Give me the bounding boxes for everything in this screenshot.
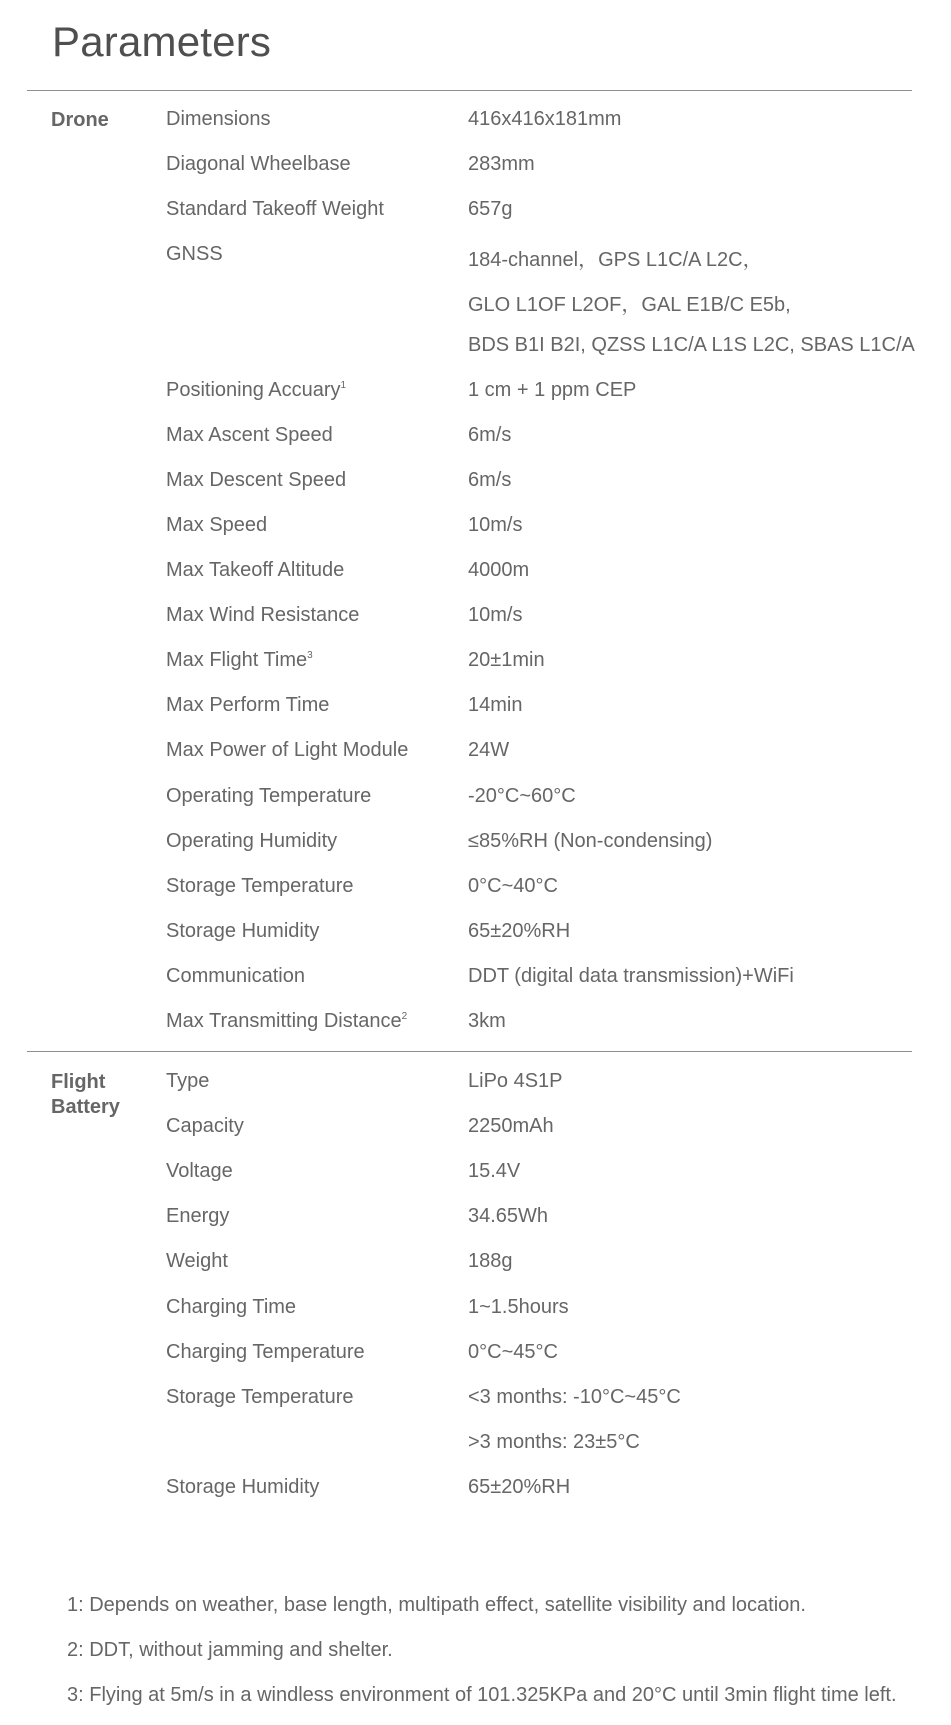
section-label-flight-battery: Flight Battery <box>51 1071 120 1118</box>
section-divider <box>27 1051 912 1052</box>
param-name-text: Charging Temperature <box>166 1340 365 1363</box>
spec-row <box>0 243 951 288</box>
spec-row <box>0 1115 951 1160</box>
param-value: LiPo 4S1P <box>468 1070 563 1092</box>
param-name-text: GNSS <box>166 243 223 266</box>
spec-row <box>0 1160 951 1205</box>
spec-row <box>0 469 951 514</box>
spec-row <box>0 379 951 424</box>
param-value: 20±1min <box>468 649 545 672</box>
spec-row <box>0 514 951 559</box>
param-value: 6m/s <box>468 468 512 491</box>
param-value: 184-channel，GPS L1C/A L2C， <box>468 249 763 272</box>
param-name <box>166 1115 244 1138</box>
param-value: 4000m <box>468 559 530 581</box>
param-value: 10m/s <box>468 604 523 627</box>
spec-row <box>0 1431 951 1476</box>
param-name-text: Storage Temperature <box>166 874 354 897</box>
param-name-text: Dimensions <box>166 108 271 130</box>
param-name-text: Capacity <box>166 1115 244 1138</box>
param-value: 15.4V <box>468 1160 521 1183</box>
param-name <box>166 875 354 898</box>
param-name <box>166 1205 229 1228</box>
spec-row <box>0 424 951 469</box>
param-name-text: Max Flight Time <box>166 649 308 672</box>
spec-row <box>0 334 951 379</box>
param-value: -20°C~60°C <box>468 784 576 807</box>
spec-row <box>0 198 951 243</box>
spec-row <box>0 1341 951 1386</box>
param-value: 14min <box>468 694 523 717</box>
spec-row <box>0 920 951 965</box>
param-name <box>166 604 359 627</box>
param-name <box>166 424 333 447</box>
spec-row <box>0 288 951 333</box>
spec-row <box>0 1205 951 1250</box>
param-name <box>166 379 346 402</box>
param-name <box>166 108 270 131</box>
param-value: ≤85%RH (Non-condensing) <box>468 829 713 852</box>
param-name-text: Storage Temperature <box>166 1385 354 1408</box>
param-name <box>166 1341 365 1364</box>
spec-row <box>0 108 951 153</box>
param-value: 0°C~45°C <box>468 1340 558 1363</box>
param-name <box>166 1160 233 1183</box>
param-name-text: Voltage <box>166 1160 233 1183</box>
param-value: DDT (digital data transmission)+WiFi <box>468 964 794 987</box>
param-name-text: Storage Humidity <box>166 1475 320 1498</box>
param-value: 416x416x181mm <box>468 108 622 130</box>
param-name <box>166 1070 209 1093</box>
param-name-text: Storage Humidity <box>166 919 320 942</box>
param-name-text: Max Speed <box>166 513 268 536</box>
section-label-drone: Drone <box>51 109 109 131</box>
param-name-text: Weight <box>166 1250 228 1273</box>
param-value: 1 cm + 1 ppm CEP <box>468 378 637 401</box>
param-name-text: Max Descent Speed <box>166 468 347 491</box>
param-name <box>166 1250 228 1273</box>
spec-row <box>0 1250 951 1295</box>
param-name <box>166 559 344 582</box>
param-name-text: Operating Humidity <box>166 829 338 852</box>
footnote-3: 3: Flying at 5m/s in a windless environment of 101.325KPa and 20°C until 3min flight time left. <box>67 1684 897 1706</box>
param-name-text: Charging Time <box>166 1295 297 1318</box>
param-value: 24W <box>468 739 510 762</box>
param-name <box>166 694 329 717</box>
page-title: Parameters <box>52 18 272 65</box>
spec-row <box>0 965 951 1010</box>
param-value: 6m/s <box>468 423 512 446</box>
param-value: 283mm <box>468 153 535 176</box>
param-name <box>166 1296 296 1319</box>
footnote-marker: 1 <box>340 379 347 391</box>
param-name-text: Positioning Accuary <box>166 378 341 401</box>
param-value: 65±20%RH <box>468 1475 571 1498</box>
spec-row <box>0 1386 951 1431</box>
param-value: 0°C~40°C <box>468 874 558 897</box>
param-name <box>166 1010 407 1033</box>
spec-row <box>0 875 951 920</box>
footnote-2: 2: DDT, without jamming and shelter. <box>67 1639 393 1661</box>
param-name <box>166 965 305 988</box>
param-name <box>166 785 371 808</box>
spec-row <box>0 694 951 739</box>
param-name-text: Energy <box>166 1205 230 1228</box>
spec-row <box>0 1296 951 1341</box>
param-value: >3 months: 23±5°C <box>468 1430 640 1453</box>
param-name <box>166 153 351 176</box>
footnote-1: 1: Depends on weather, base length, multipath effect, satellite visibility and location. <box>67 1594 806 1616</box>
param-name <box>166 649 313 672</box>
param-name-text: Standard Takeoff Weight <box>166 198 384 221</box>
spec-row <box>0 739 951 784</box>
param-name-text: Operating Temperature <box>166 784 372 807</box>
spec-row <box>0 785 951 830</box>
param-name <box>166 514 267 537</box>
param-value: GLO L1OF L2OF，GAL E1B/C E5b, <box>468 294 791 317</box>
spec-row <box>0 1476 951 1521</box>
param-value: BDS B1I B2I, QZSS L1C/A L1S L2C, SBAS L1C/A <box>468 333 915 356</box>
footnote-marker: 2 <box>401 1011 408 1022</box>
param-name <box>166 198 384 221</box>
param-value: 2250mAh <box>468 1115 554 1138</box>
param-name-text: Max Transmitting Distance <box>166 1010 402 1032</box>
param-name-text: Max Takeoff Altitude <box>166 559 345 581</box>
spec-row <box>0 604 951 649</box>
param-name <box>166 1476 319 1499</box>
param-value: 65±20%RH <box>468 919 571 942</box>
param-name-text: Max Ascent Speed <box>166 423 333 446</box>
footnote-marker: 3 <box>307 650 313 662</box>
param-name-text: Max Wind Resistance <box>166 604 360 627</box>
param-value: <3 months: -10°C~45°C <box>468 1385 681 1408</box>
spec-row <box>0 1070 951 1115</box>
param-value: 34.65Wh <box>468 1205 549 1228</box>
spec-row <box>0 830 951 875</box>
param-name <box>166 1386 354 1409</box>
param-value: 1~1.5hours <box>468 1295 569 1318</box>
param-value: 3km <box>468 1010 506 1032</box>
param-value: 188g <box>468 1250 513 1273</box>
param-name-text: Max Power of Light Module <box>166 739 409 762</box>
param-name-text: Communication <box>166 964 305 987</box>
param-name <box>166 830 337 853</box>
param-value: 10m/s <box>468 513 523 536</box>
param-name-text: Type <box>166 1070 210 1092</box>
spec-row <box>0 649 951 694</box>
param-name <box>166 920 319 943</box>
param-name <box>166 243 223 266</box>
spec-row <box>0 1010 951 1055</box>
param-name-text: Diagonal Wheelbase <box>166 153 351 176</box>
param-name <box>166 469 346 492</box>
param-value: 657g <box>468 198 513 221</box>
spec-row <box>0 153 951 198</box>
param-name-text: Max Perform Time <box>166 694 330 717</box>
param-name <box>166 739 408 762</box>
section-divider <box>27 90 912 91</box>
spec-row <box>0 559 951 604</box>
